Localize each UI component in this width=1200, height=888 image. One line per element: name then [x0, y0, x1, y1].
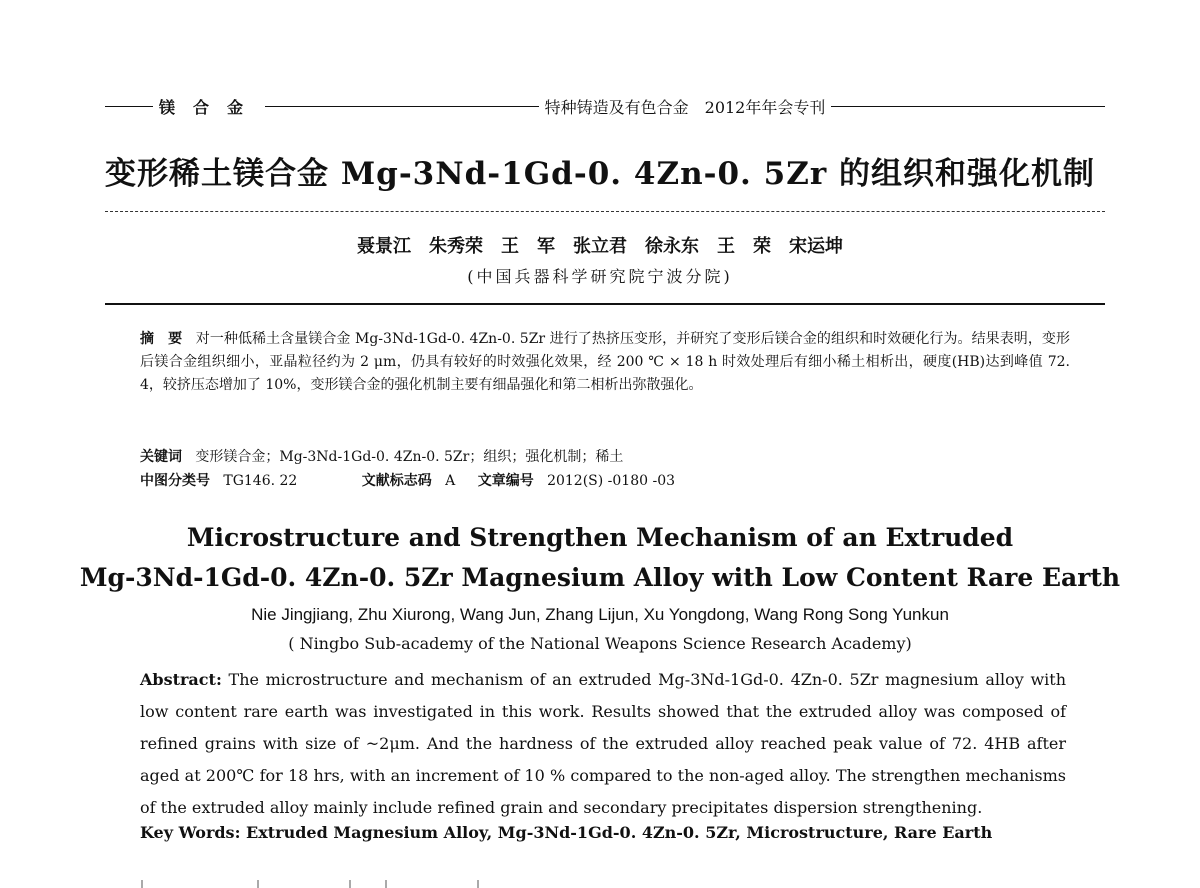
- abstract-cn-text: 对一种低稀土含量镁合金 Mg-3Nd-1Gd-0. 4Zn-0. 5Zr 进行了热挤压变形，并研究了变形后镁合金的组织和时效硬化行为。结果表明，变形后镁合金组织细小，亚晶粒径约为 2 μm，仍具有较好的时效强化效果，经 200 ℃ × 18 h 时效处理后有细小稀土相析出，硬度(HB)达到峰值 72. 4，较挤压态增加了 10%，变形镁合金的强化机制主要有细晶强化和第二相析出弥散强化。: [140, 331, 1071, 393]
- abstract-cn: [140, 328, 1070, 397]
- affiliation-en: ( Ningbo Sub-academy of the National Weapons Science Research Academy): [288, 634, 912, 653]
- abstract-en: Abstract: The microstructure and mechanism of an extruded Mg-3Nd-1Gd-0. 4Zn-0. 5Zr magnesium alloy with low content rare earth was investigated in this work. Results showed that the extruded alloy was composed of refined grains with size of ~2μm. And the hardness of the extruded alloy reached peak value of 72. 4HB after aged at 200℃ for 18 hrs, with an increment of 10 % compared to the non-aged alloy. The strengthen mechanisms of the extruded alloy mainly include refined grain and secondary precipitates dispersion strengthening.: [140, 670, 1066, 817]
- header-rule-right: [831, 106, 1105, 107]
- paper-title-cn: 变形稀土镁合金 Mg-3Nd-1Gd-0. 4Zn-0. 5Zr 的组织和强化机制: [105, 156, 1095, 192]
- keywords-cn-text: 变形镁合金；Mg-3Nd-1Gd-0. 4Zn-0. 5Zr；组织；强化机制；稀土: [195, 449, 624, 465]
- abstract-en-text: The microstructure and mechanism of an extruded Mg-3Nd-1Gd-0. 4Zn-0. 5Zr magnesium alloy with low content rare earth was investigated in this work. Results showed that the extruded alloy was composed of refined grains with size of ~2μm. And the hardness of the extruded alloy reached peak value of 72. 4HB after aged at 200℃ for 18 hrs, with an increment of 10 % compared to the non-aged alloy. The strengthen mechanisms of the extruded alloy mainly include refined grain and secondary precipitates dispersion strengthening.: [140, 670, 1066, 817]
- clc-value: TG146. 22: [223, 473, 298, 489]
- classification-line: [140, 470, 1070, 490]
- paper-title-en-line1: Microstructure and Strengthen Mechanism of an Extruded: [186, 523, 1014, 552]
- section-name: 镁合金: [159, 97, 262, 117]
- header-rule-middle: [265, 106, 539, 107]
- authors-en: Nie Jingjiang, Zhu Xiurong, Wang Jun, Zhang Lijun, Xu Yongdong, Wang Rong Song Yunkun: [251, 605, 949, 624]
- article-number-label: 文章编号: [477, 473, 534, 489]
- doc-code-label: 文献标志码: [361, 473, 432, 489]
- journal-name: 特种铸造及有色合金 2012年年会专刊: [544, 97, 826, 117]
- keywords-en: Key Words: Extruded Magnesium Alloy, Mg-3Nd-1Gd-0. 4Zn-0. 5Zr, Microstructure, Rare Earth: [140, 823, 993, 842]
- affiliation-cn: (中国兵器科学研究院宁波分院): [467, 267, 733, 286]
- page-fragment-marks: [140, 880, 540, 888]
- running-header: [105, 94, 1105, 118]
- abstract-en-label: Abstract: [140, 670, 216, 689]
- keywords-en-label: Key Words: [140, 823, 235, 842]
- keywords-cn-label: 关键词: [140, 449, 182, 465]
- header-rule-left: [105, 106, 153, 107]
- keywords-cn: [140, 446, 1070, 466]
- doc-code-value: A: [445, 473, 456, 489]
- clc-label: 中图分类号: [140, 473, 210, 489]
- abstract-cn-label: 摘 要: [140, 331, 183, 347]
- paper-title-en-line2: Mg-3Nd-1Gd-0. 4Zn-0. 5Zr Magnesium Alloy with Low Content Rare Earth: [79, 563, 1121, 592]
- keywords-en-text: Extruded Magnesium Alloy, Mg-3Nd-1Gd-0. 4Zn-0. 5Zr, Microstructure, Rare Earth: [246, 823, 993, 842]
- authors-cn: 聂景江 朱秀荣 王 军 张立君 徐永东 王 荣 宋运坤: [357, 236, 843, 257]
- section-divider: [105, 303, 1105, 305]
- title-divider: [105, 211, 1105, 212]
- article-number-value: 2012(S) -0180 -03: [547, 473, 676, 489]
